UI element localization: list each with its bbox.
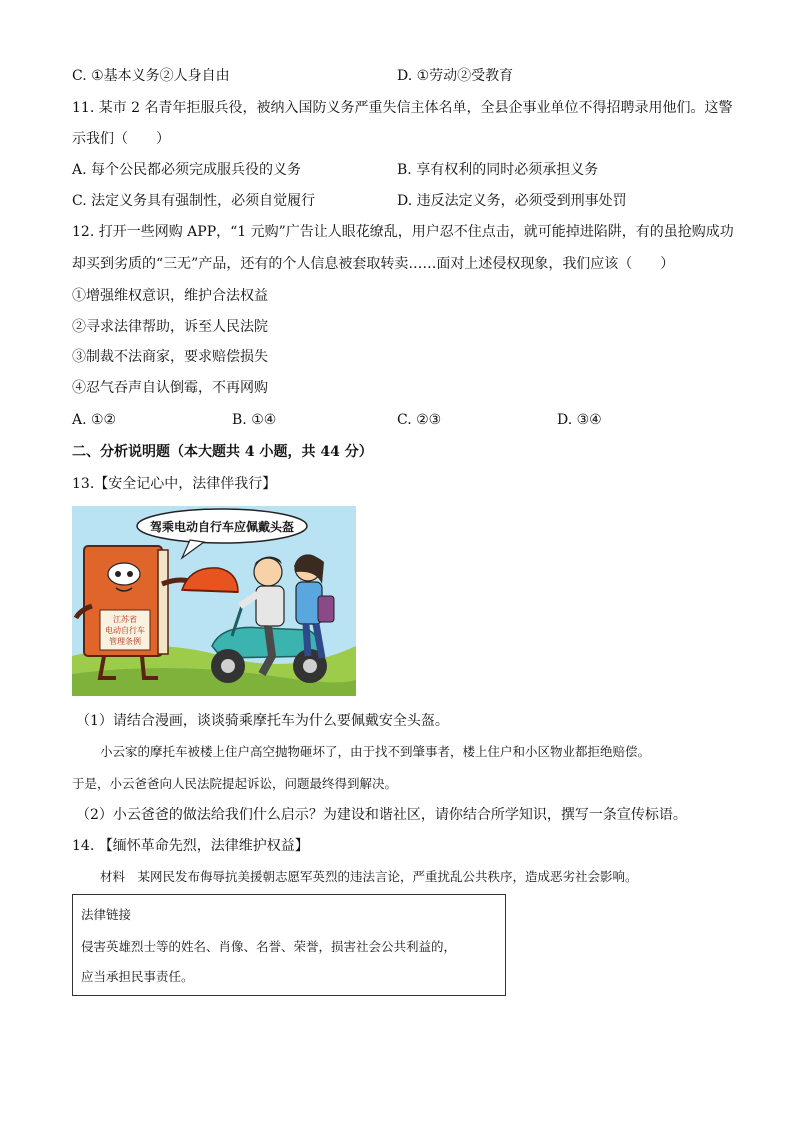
book-label-line3: 管理条例 — [109, 637, 141, 646]
section-heading: 二、分析说明题（本大题共 4 小题，共 44 分） — [72, 444, 373, 460]
q11-stem-line2: 示我们（ ） — [72, 131, 170, 147]
q12-item-2: ②寻求法律帮助，诉至人民法院 — [72, 319, 268, 335]
q13-title: 13.【安全记心中，法律伴我行】 — [72, 476, 277, 492]
q12-option-a: A. ①② — [72, 412, 117, 428]
law-link-box — [72, 894, 506, 996]
q12-stem-line1: 12. 打开一些网购 APP，“1 元购”广告让人眼花缭乱，用户忍不住点击，就可能掉进陷阱，有的虽抢购成功 — [72, 224, 734, 240]
book-label-line1: 江苏省 — [113, 615, 137, 624]
q12-item-3: ③制裁不法商家，要求赔偿损失 — [72, 349, 268, 365]
law-link-line1: 侵害英雄烈士等的姓名、肖像、名誉、荣誉，损害社会公共利益的， — [81, 939, 457, 954]
q13-sub2: （2）小云爸爸的做法给我们什么启示？为建设和谐社区，请你结合所学知识，撰写一条宣传标语。 — [76, 807, 687, 823]
q12-option-b: B. ①④ — [232, 412, 277, 428]
q11-option-b: B. 享有权利的同时必须承担义务 — [397, 162, 599, 178]
q13-story-line1: 小云家的摩托车被楼上住户高空抛物砸坏了，由于找不到肇事者，楼上住户和小区物业都拒绝赔偿。 — [100, 744, 651, 759]
q11-option-d: D. 违反法定义务，必须受到刑事处罚 — [397, 193, 627, 209]
q11-option-c: C. 法定义务具有强制性，必须自觉履行 — [72, 193, 316, 209]
helmet-comic — [72, 506, 356, 696]
q13-story-line2: 于是，小云爸爸向人民法院提起诉讼，问题最终得到解决。 — [72, 776, 398, 791]
q12-item-4: ④忍气吞声自认倒霉，不再网购 — [72, 380, 268, 396]
speech-text: 驾乘电动自行车应佩戴头盔 — [149, 520, 295, 534]
q11-option-a: A. 每个公民都必须完成服兵役的义务 — [72, 162, 302, 178]
q12-option-c: C. ②③ — [397, 412, 442, 428]
law-link-line2: 应当承担民事责任。 — [81, 969, 194, 984]
q12-item-1: ①增强维权意识，维护合法权益 — [72, 288, 268, 304]
q14-title: 14. 【缅怀革命先烈，法律维护权益】 — [72, 838, 309, 854]
q14-material: 材料 某网民发布侮辱抗美援朝志愿军英烈的违法言论，严重扰乱公共秩序，造成恶劣社会影响。 — [100, 869, 638, 884]
q11-stem-line1: 11. 某市 2 名青年拒服兵役，被纳入国防义务严重失信主体名单，全县企事业单位不得招聘录用他们。这警 — [72, 100, 733, 116]
option-d: D. ①劳动②受教育 — [397, 68, 514, 84]
law-link-title: 法律链接 — [81, 907, 132, 922]
option-c: C. ①基本义务②人身自由 — [72, 68, 230, 84]
q13-sub1: （1）请结合漫画，谈谈骑乘摩托车为什么要佩戴安全头盔。 — [76, 713, 449, 729]
q12-stem-line2: 却买到劣质的“三无”产品，还有的个人信息被套取转卖……面对上述侵权现象，我们应该（ ） — [72, 256, 675, 272]
q12-option-d: D. ③④ — [557, 412, 602, 428]
book-label-line2: 电动自行车 — [105, 626, 145, 635]
